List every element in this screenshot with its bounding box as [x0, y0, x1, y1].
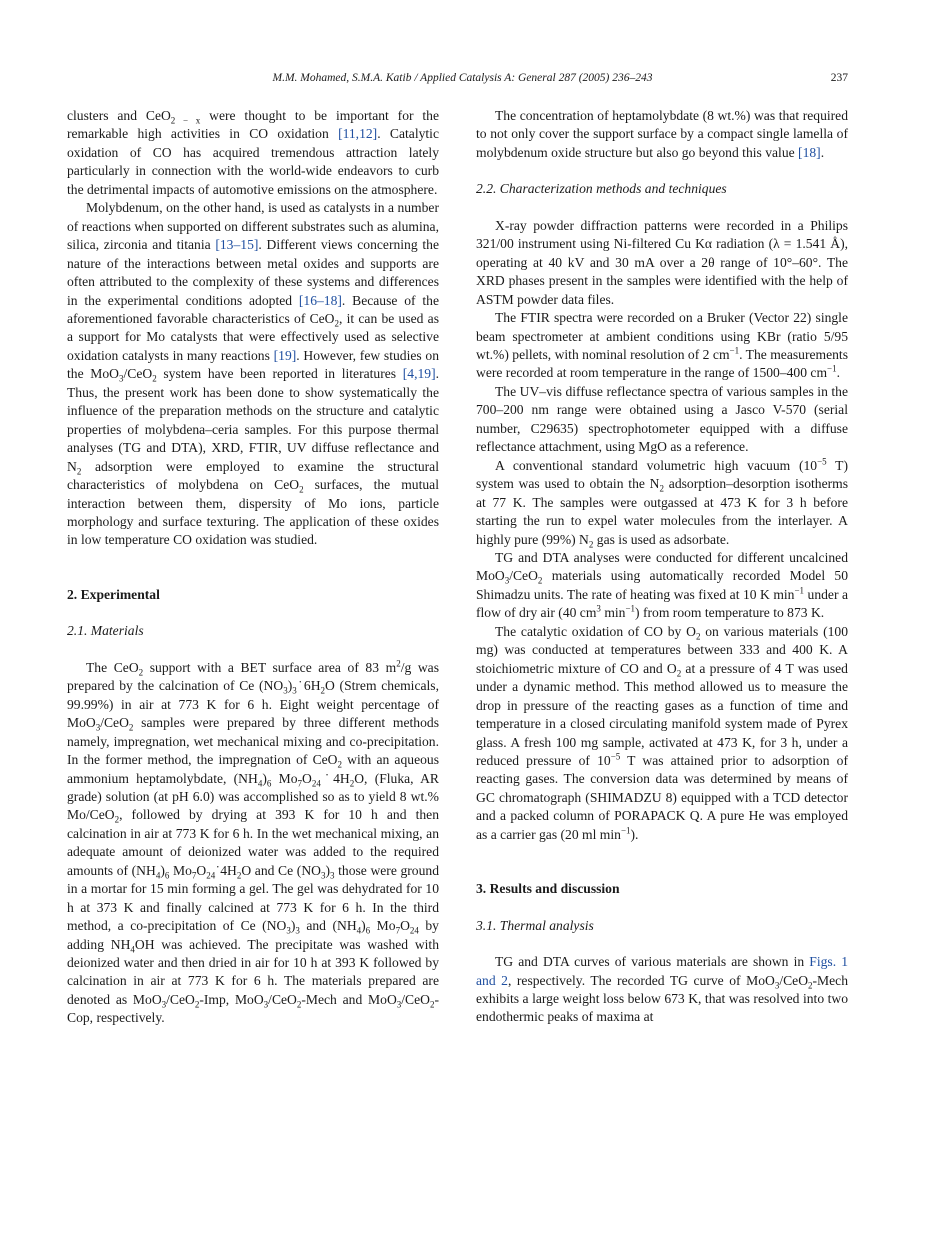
page-number: 237	[830, 72, 848, 84]
paragraph: TG and DTA curves of various materials are shown in Figs. 1 and 2, respectively. The recorded TG curve of MoO$_3$/CeO$_2$-Mech exhibits a large weight loss below 673 K, that was resolved into two endothermic peaks of maxima at	[476, 954, 848, 1025]
running-title: M.M. Mohamed, S.M.A. Katib / Applied Catalysis A: General 287 (2005) 236–243	[272, 72, 653, 84]
left-column	[67, 107, 439, 1028]
right-column	[476, 107, 848, 1027]
paragraph: X-ray powder diffraction patterns were recorded in a Philips 321/00 instrument using Ni-filtered Cu Kα radiation (λ = 1.541 Å), operating at 40 kV and 30 mA over a 2θ range of 10°–60°. The XRD phases present in the samples were identified with the help of ASTM powder data files.	[476, 217, 848, 307]
subsection-heading: 2.1. Materials	[67, 623, 144, 639]
paragraph: Molybdenum, on the other hand, is used as catalysts in a number of reactions when supported on different substrates such as alumina, silica, zirconia and titania [13–15]. Different views concerning the nature of the interactions between metal oxides and supports are often attributed to the complexity of these systems and differences in the experimental conditions adopted [16–18]. Because of the aforementioned favorable characteristics of CeO$_2$, it can be used as a support for Mo catalysts that were effectively used as selective oxidation catalysts in many reactions [19]. However, few studies on the MoO$_3$/CeO$_2$ system have been reported in literatures [4,19]. Thus, the present work has been done to show systematically the influence of the preparation methods on the structure and catalytic properties of molybdena–ceria samples. For this purpose thermal analyses (TG and DTA), XRD, FTIR, UV diffuse reflectance and $N_2$ adsorption were employed to examine the structural characteristics of molybdena on CeO$_2$ surfaces, the mutual interaction between them, dispersity of Mo ions, particle morphology and surface texturing. The application of these oxides in low temperature CO oxidation was studied.	[67, 200, 439, 548]
running-header	[0, 72, 925, 90]
subsection-heading: 3.1. Thermal analysis	[476, 917, 594, 933]
section-heading: 3. Results and discussion	[476, 881, 620, 897]
section-heading: 2. Experimental	[67, 586, 160, 602]
paragraph: The catalytic oxidation of CO by $O_2$ on various materials (100 mg) was conducted at temperatures between 333 and 400 K. A stoichiometric mixture of CO and $O_2$ at a pressure of 4 T was used under a dynamic method. This method allowed us to measure the drop in pressure of the reacting gases as a function of time and temperature in a closed circulating manifold system made of Pyrex glass. A fresh 100 mg sample, activated at 473 K, for 3 h, under a reduced pressure of $10^{-5}$ T was attained prior to adsorption of reacting gases. The conversion data was determined by means of GC chromatograph (SHIMADZU 8) equipped with a TCD detector and a packed column of PORAPACK Q. A pure He was employed as a carrier gas (20 ml $\min^{-1}$).	[476, 623, 849, 842]
paragraph: The FTIR spectra were recorded on a Bruker (Vector 22) single beam spectrometer at ambient conditions using KBr (ratio 5/95 wt.%) pellets, with nominal resolution of 2 $cm^{-1}$. The measurements were recorded at room temperature in the range of 1500–400 $cm^{-1}$.	[476, 310, 848, 381]
paragraph: The UV–vis diffuse reflectance spectra of various samples in the 700–200 nm range were obtained using a Jasco V-570 (serial number, C29635) spectrophotometer equipped with a diffuse reflectance attachment, using MgO as a reference.	[476, 383, 848, 455]
paragraph: The concentration of heptamolybdate (8 wt.%) was that required to not only cover the support surface by a compact single lamella of molybdenum oxide structure but also go beyond this value [18].	[476, 108, 848, 160]
paragraph: TG and DTA analyses were conducted for different uncalcined MoO$_3$/CeO$_2$ materials using automatically recorded Model 50 Shimadzu units. The rate of heating was fixed at 10 K $\min^{-1}$ under a flow of dry air (40 $cm^3$ $\min^{-1}$) from room temperature to 873 K.	[476, 549, 848, 621]
paragraph: A conventional standard volumetric high vacuum ($10^{-5}$ T) system was used to obtain the $N_2$ adsorption–desorption isotherms at 77 K. The samples were outgassed at 473 K for 3 h before starting the run to expel water molecules from the interlayer. A highly pure (99%) $N_2$ gas is used as adsorbate.	[476, 456, 849, 550]
paragraph: The CeO$_2$ support with a BET surface area of 83 $m^2/g$ was prepared by the calcination of Ce $(NO_3)_3˙6H_2O$ (Strem chemicals, 99.99%) in air at 773 K for 6 h. Eight weight percentage of MoO$_3$/CeO$_2$ samples were prepared by three different methods namely, impregnation, wet mechanical mixing and co-precipitation. In the former method, the impregnation of CeO$_2$ with an aqueous ammonium heptamolybdate, $(NH_4)_6$ $Mo_7O_{24}˙4H_2O$, (Fluka, AR grade) solution (at pH 6.0) was accomplished so as to yield 8 wt.% Mo/CeO$_2$, followed by drying at 393 K for 10 h and then calcination in air at 773 K for 6 h. In the wet mechanical mixing, an adequate amount of deionized water was added to the required amounts of $(NH_4)_6$ $Mo_7O_{24}˙4H_2O$ and Ce $(NO_3)_3$ those were ground in a mortar for 15 min forming a gel. The gel was dehydrated for 10 h at 373 K and finally calcined at 773 K for 6 h. In the third method, a co-precipitation of Ce $(NO_3)_3$ and $(NH_4)_6$ $Mo_7O_{24}$ by adding $NH_4OH$ was achieved. The precipitate was washed with deionized water and then dried in air for 10 h at 393 K followed by calcination in air at 773 K for 6 h. The materials prepared are denoted as MoO$_3$/CeO$_2$-Imp, MoO$_3$/CeO$_2$-Mech and MoO$_3$/CeO$_2$-Cop, respectively.	[67, 658, 439, 1026]
paragraph: clusters and CeO$_{2 - x}$ were thought to be important for the remarkable high activities in CO oxidation [11,12]. Catalytic oxidation of CO has acquired tremendous attraction lately particularly in connection with the world-wide endeavors to curb the detrimental impacts of automotive emissions on the atmosphere.	[67, 108, 439, 197]
subsection-heading: 2.2. Characterization methods and techniques	[476, 181, 727, 197]
